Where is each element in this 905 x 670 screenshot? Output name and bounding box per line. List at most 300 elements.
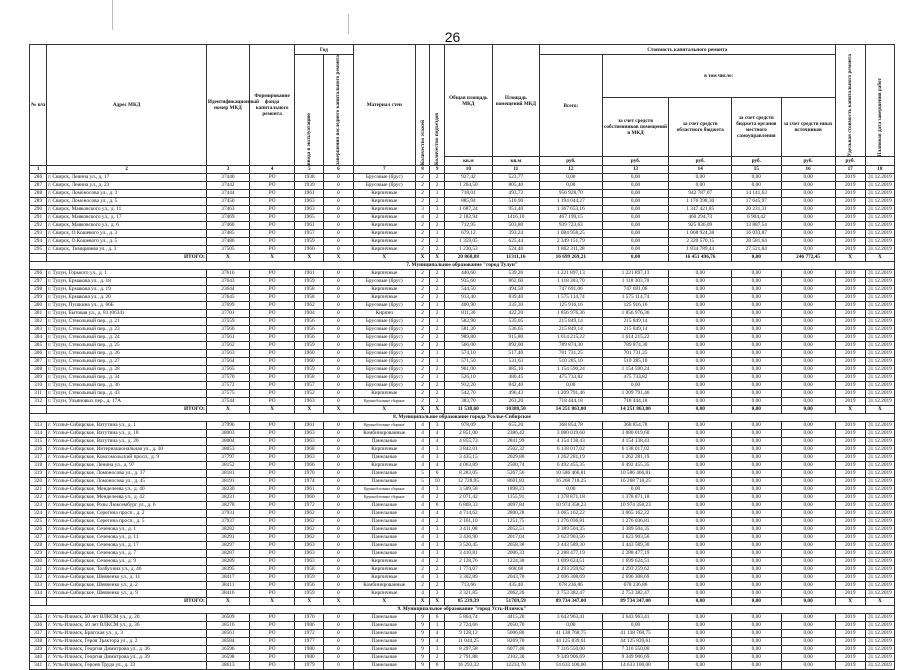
table-cell: Кирпичные [353,285,416,293]
table-cell: 3 623 903,56 [540,533,603,541]
table-cell: 2 [416,197,430,205]
table-cell: 6 [430,501,445,509]
table-cell: 31.12.2019 [865,245,894,253]
table-cell: 0,00 [732,645,782,653]
table-cell: 0 [324,237,353,245]
table-cell: 0,00 [669,357,732,365]
table-cell: 913,40 [445,293,492,301]
address-cell: ИТОГО: [47,405,207,413]
table-cell: 2019 [835,541,865,549]
table-cell: 2019 [835,629,865,637]
address-cell: г. Тулун, Ермакова ул., д. 18 [47,277,207,285]
table-cell: 1 262 281,19 [602,453,669,461]
table-cell: 2 [416,365,430,373]
table-cell: 0,00 [669,317,732,325]
table-cell: 3 [430,485,445,493]
table-cell: 0,00 [732,533,782,541]
table-cell: 2019 [835,213,865,221]
table-cell [30,253,47,261]
table-cell: 1972 [295,629,324,637]
table-row [30,573,895,581]
table-cell: 31.12.2019 [865,461,894,469]
table-cell: 31.12.2019 [865,229,894,237]
col-owners-header: за счет средств собственников помещений в МКД [602,98,669,157]
table-cell: 38230 [206,485,249,493]
table-cell: 3 [430,453,445,461]
table-cell: 0,00 [602,253,669,261]
table-cell: 0,00 [669,525,732,533]
table-cell: 1961 [295,189,324,197]
table-row [30,501,895,509]
table-cell: Кирпичные [353,205,416,213]
table-cell: 0,00 [781,373,835,381]
table-cell: 9 349 906,69 [540,653,603,661]
table-cell: 0,00 [669,445,732,453]
address-cell: г. Свирск, О.Кошевого ул., д. 5 [47,237,207,245]
table-cell: X [324,597,353,605]
table-cell: 701 731,25 [602,349,669,357]
table-cell: 0 [324,221,353,229]
table-cell: 293 [30,229,47,237]
table-cell: 0,00 [732,381,782,389]
table-cell: 566,00 [445,341,492,349]
table-cell: 31.12.2019 [865,629,894,637]
table-cell: 0,00 [781,237,835,245]
table-row [30,445,895,453]
table-cell: 37561 [206,333,249,341]
table-cell: 3 520,45 [445,541,492,549]
table-cell: 10 586 466,81 [540,469,603,477]
table-cell: 37486 [206,237,249,245]
table-cell: 31.12.2019 [865,621,894,629]
table-cell: 0 [324,461,353,469]
table-cell: 3 [430,541,445,549]
table-cell: 2019 [835,197,865,205]
table-row [30,189,895,197]
table-cell: 2 [416,173,430,181]
table-cell: 37643 [206,277,249,285]
table-cell: 31.12.2019 [865,317,894,325]
table-cell: 302 [30,317,47,325]
table-cell: 2019 [835,189,865,197]
table-cell: 2019 [835,205,865,213]
table-cell: 2019 [835,501,865,509]
table-cell: 9 [416,645,430,653]
col-unit-cost-header: Удельная стоимость капитального ремонта [835,45,865,157]
col-other-header: за счет средств иных источников [781,98,835,157]
table-cell: 0 [324,269,353,277]
table-cell: 4 [416,445,430,453]
table-cell: РО [249,301,294,309]
table-cell: 2019 [835,533,865,541]
table-cell: 9 [416,637,430,645]
table-cell: 0,00 [669,597,732,605]
table-cell: РО [249,357,294,365]
table-cell: 246 772,45 [781,253,835,261]
table-row [30,421,895,429]
table-cell: 0,00 [781,453,835,461]
table-cell: 0,00 [732,501,782,509]
table-cell: 38003 [206,429,249,437]
table-cell: 517,40 [492,349,539,357]
table-cell: 0 [324,189,353,197]
address-cell: г. Свирск, Тимирязева ул., д. 3 [47,245,207,253]
table-cell: 37463 [206,205,249,213]
table-cell: РО [249,205,294,213]
table-cell: Кирпичные [353,557,416,565]
table-cell: 2019 [835,429,865,437]
table-cell: 0 [324,357,353,365]
table-cell: 0 [324,589,353,597]
table-cell: 1961 [295,421,324,429]
unit-cell: руб. [540,157,603,166]
table-cell: 2 [430,213,445,221]
table-cell: 2 [416,301,430,309]
table-cell: 0 [324,173,353,181]
table-cell: 0,00 [781,613,835,621]
table-cell: 6 138 017,02 [540,445,603,453]
table-cell: 318 [30,461,47,469]
table-cell: 2 [416,333,430,341]
table-cell: 0,00 [732,589,782,597]
table-cell: 295 [30,245,47,253]
table-cell: 31.12.2019 [865,277,894,285]
table-cell: 0,00 [669,405,732,413]
table-cell: 0,00 [732,509,782,517]
table-cell: РО [249,621,294,629]
table-cell: 0 [324,509,353,517]
table-cell: Крупноблочные сборные [353,421,416,429]
table-cell: X [835,253,865,261]
table-cell: Брусовые (брус) [353,277,416,285]
table-cell: 288 [30,189,47,197]
table-cell: 4 [416,541,430,549]
table-cell: 1960 [295,245,324,253]
table-cell: 1904 [295,309,324,317]
table-cell: 2 [416,389,430,397]
table-cell: 215 849,14 [540,325,603,333]
table-cell: 89 734 347,00 [540,597,603,605]
table-cell: 328 [30,541,47,549]
column-number-cell: 7 [353,165,416,173]
table-cell: 1961 [295,269,324,277]
table-cell: 0,00 [669,373,732,381]
table-cell: 3 389 504,35 [540,525,603,533]
table-cell: 2 [416,245,430,253]
table-cell: 0,00 [669,517,732,525]
table-cell: Брусовые (брус) [353,301,416,309]
table-cell: 862,60 [492,277,539,285]
table-cell: 340 [30,653,47,661]
table-cell: 36509 [206,613,249,621]
column-number-row [30,165,895,173]
table-cell: 0,00 [669,349,732,357]
table-cell: 2 [416,269,430,277]
table-cell: 3 065 162,22 [540,509,603,517]
table-cell: 2019 [835,285,865,293]
section-header-row [30,261,895,269]
table-cell: 2 696 308,69 [602,573,669,581]
table-cell: 805,40 [492,181,539,189]
address-cell: г. Тулун, Стекольный пер., д. 26 [47,349,207,357]
address-cell: г. Тулун, Стекольный пер., д. 28 [47,365,207,373]
table-cell: 0,00 [540,181,603,189]
table-cell: 31.12.2019 [865,485,894,493]
table-cell: 341 [30,661,47,669]
table-cell: 4 [430,429,445,437]
table-cell: 951,40 [492,205,539,213]
table-cell: 2019 [835,485,865,493]
table-cell: 925 836,09 [669,221,732,229]
table-cell: X [353,597,416,605]
table-cell: 331 [30,565,47,573]
address-cell: г. Тулун, Стекольный пер., д. 34 [47,373,207,381]
table-cell: 1 154 590,24 [602,365,669,373]
table-cell: 0,00 [781,245,835,253]
address-cell: ИТОГО: [47,253,207,261]
table-cell [30,597,47,605]
table-cell: 10 974 358,23 [540,501,603,509]
table-row [30,453,895,461]
table-row [30,541,895,549]
table-cell: 0,00 [669,493,732,501]
table-cell: 299 [30,293,47,301]
table-cell: 0,00 [781,597,835,605]
table-cell: 1 262 281,19 [540,453,603,461]
table-cell: Панельные [353,645,416,653]
table-cell: 0,00 [781,405,835,413]
table-cell: Панельные [353,501,416,509]
table-cell: Панельные [353,437,416,445]
table-cell: 3 [430,573,445,581]
table-cell: Брусовые (брус) [353,365,416,373]
table-cell: Брусовые (брус) [353,381,416,389]
table-cell: 6 904,42 [732,213,782,221]
table-cell: РО [249,197,294,205]
table-row [30,653,895,661]
table-cell: X [416,253,430,261]
table-cell: 14 633 100,00 [540,661,603,669]
address-cell: г. Тулун, Стекольный пер., д. 24 [47,333,207,341]
table-cell: 2019 [835,293,865,301]
table-cell: 9 [416,653,430,661]
table-cell: 0,00 [781,301,835,309]
table-row [30,429,895,437]
table-cell: 460 294,73 [669,213,732,221]
table-cell: 467 199,15 [540,213,603,221]
table-cell: 1962 [295,517,324,525]
table-row [30,173,895,181]
table-cell: РО [249,517,294,525]
table-cell: X [865,405,894,413]
table-row [30,661,895,669]
repair-program-table-container [29,44,895,670]
table-cell: 2 128,76 [445,557,492,565]
table-row [30,461,895,469]
table-cell: 31.12.2019 [865,237,894,245]
table-cell: 51769,59 [492,597,539,605]
table-cell: 1898,23 [492,485,539,493]
table-cell: 0,00 [781,645,835,653]
total-row [30,405,895,413]
table-cell: 2 [416,317,430,325]
table-cell: 319 [30,469,47,477]
table-cell: 2502,32 [492,445,539,453]
unit-cell: руб. [669,157,732,166]
table-cell: 2019 [835,565,865,573]
table-cell: X [249,253,294,261]
table-cell: 0,00 [669,293,732,301]
address-cell: г. Усолье-Сибирское, Шевченко ул., д. 11 [47,573,207,581]
table-cell: Брусовые (брус) [353,173,416,181]
table-cell: 2 349 151,79 [540,237,603,245]
table-row [30,645,895,653]
table-cell: 2 [430,557,445,565]
table-cell: Крупноблочные сборные [353,397,416,405]
address-cell: г. Усолье-Сибирское, Сеченова ул., д. 9 [47,557,207,565]
table-cell: РО [249,533,294,541]
table-row [30,533,895,541]
table-cell: РО [249,317,294,325]
table-cell: 338 [30,637,47,645]
table-cell: 2 [430,381,445,389]
table-row [30,349,895,357]
table-cell: РО [249,309,294,317]
table-cell: 1 084 958,25 [540,229,603,237]
table-cell: РО [249,541,294,549]
table-cell: 10 [430,477,445,485]
table-cell: 1 [430,189,445,197]
table-cell: 655,20 [492,421,539,429]
address-cell: г. Усолье-Сибирское, Менделеева ул., д. 42 [47,493,207,501]
table-cell: 31.12.2019 [865,181,894,189]
table-cell: 2006,33 [492,549,539,557]
column-number-cell: 8 [416,165,430,173]
table-cell: 31.12.2019 [865,501,894,509]
table-cell: 0,00 [781,493,835,501]
table-cell: 336 [30,621,47,629]
table-cell: 1 [430,357,445,365]
table-cell: 1956 [295,317,324,325]
column-number-cell: 14 [669,165,732,173]
table-cell: 0,00 [732,613,782,621]
table-cell: 0 [324,181,353,189]
table-cell: 1 [430,317,445,325]
table-cell: 1962 [295,533,324,541]
address-cell: г. Тулун, Стекольный пер., д. 21 [47,317,207,325]
table-cell: 0,00 [781,333,835,341]
table-cell: 2 [416,373,430,381]
table-cell: 31.12.2019 [865,557,894,565]
table-cell: 6077,40 [492,645,539,653]
table-cell: РО [249,637,294,645]
table-cell: РО [249,237,294,245]
table-cell: X [206,405,249,413]
table-cell: 37931 [206,509,249,517]
table-cell: 475 733,82 [540,373,603,381]
table-cell: 0,00 [781,293,835,301]
table-cell: 14 633 100,00 [602,661,669,669]
table-cell: 2 [430,493,445,501]
table-cell: 0,00 [732,421,782,429]
table-cell: 125 916,16 [540,301,603,309]
table-row [30,637,895,645]
table-cell: 20 231,31 [732,205,782,213]
table-cell: 1958 [295,565,324,573]
table-cell: Кирпичные [353,461,416,469]
table-cell: 2 [416,277,430,285]
table-cell: 2 [430,221,445,229]
table-cell: 0,00 [669,589,732,597]
repair-program-table [29,44,895,670]
table-cell: 0,00 [732,469,782,477]
col-local-header: за счет средств бюджета органов местного самоуправления [732,98,782,157]
table-cell: X [324,253,353,261]
table-cell: 0,00 [669,389,732,397]
table-row [30,589,895,597]
table-cell: 1938 [295,173,324,181]
table-cell: 0 [324,557,353,565]
table-cell: 1979 [295,661,324,669]
table-row [30,229,895,237]
table-cell: Панельные [353,533,416,541]
table-cell: 44 125 839,61 [540,637,603,645]
table-cell: 38395 [206,565,249,573]
table-cell: 2 [430,269,445,277]
table-cell: Кирпичные [353,589,416,597]
table-cell: 4 [416,421,430,429]
table-cell: 0,00 [669,285,732,293]
table-cell: 0,00 [669,621,732,629]
table-row [30,525,895,533]
total-row [30,253,895,261]
address-cell: г. Свирск, Ленина ул., д. 17 [47,173,207,181]
table-cell: 2 [416,357,430,365]
table-cell: 0,00 [781,381,835,389]
table-cell: 0,00 [732,565,782,573]
table-cell: 0 [324,629,353,637]
table-cell: 1962 [295,301,324,309]
table-cell: 1 [430,301,445,309]
table-cell: 393,24 [492,229,539,237]
table-cell: 2 753 382,47 [540,589,603,597]
table-cell: 0 [324,277,353,285]
table-cell: 38152 [206,461,249,469]
table-cell: РО [249,525,294,533]
col-total-cost-header: Всего: [540,55,603,157]
table-cell: Панельные [353,525,416,533]
table-cell: 0,00 [602,189,669,197]
table-cell: 0,00 [781,589,835,597]
table-cell: 38004 [206,437,249,445]
table-cell: 1960 [295,349,324,357]
table-cell: 37460 [206,221,249,229]
table-cell: 0,00 [732,341,782,349]
table-cell: 13 887,54 [732,221,782,229]
table-cell: Брусовые (брус) [353,373,416,381]
table-cell: Кирпичные [353,245,416,253]
table-cell: 535,05 [492,317,539,325]
table-cell: 330 [30,557,47,565]
table-cell: 927,42 [445,173,492,181]
table-cell: 935,60 [445,277,492,285]
table-cell: 718,01 [445,189,492,197]
unit-cell: руб. [781,157,835,166]
table-cell: 0,00 [669,453,732,461]
table-cell: 1416,10 [492,213,539,221]
table-cell: 0,00 [669,501,732,509]
table-cell: 286 [30,173,47,181]
